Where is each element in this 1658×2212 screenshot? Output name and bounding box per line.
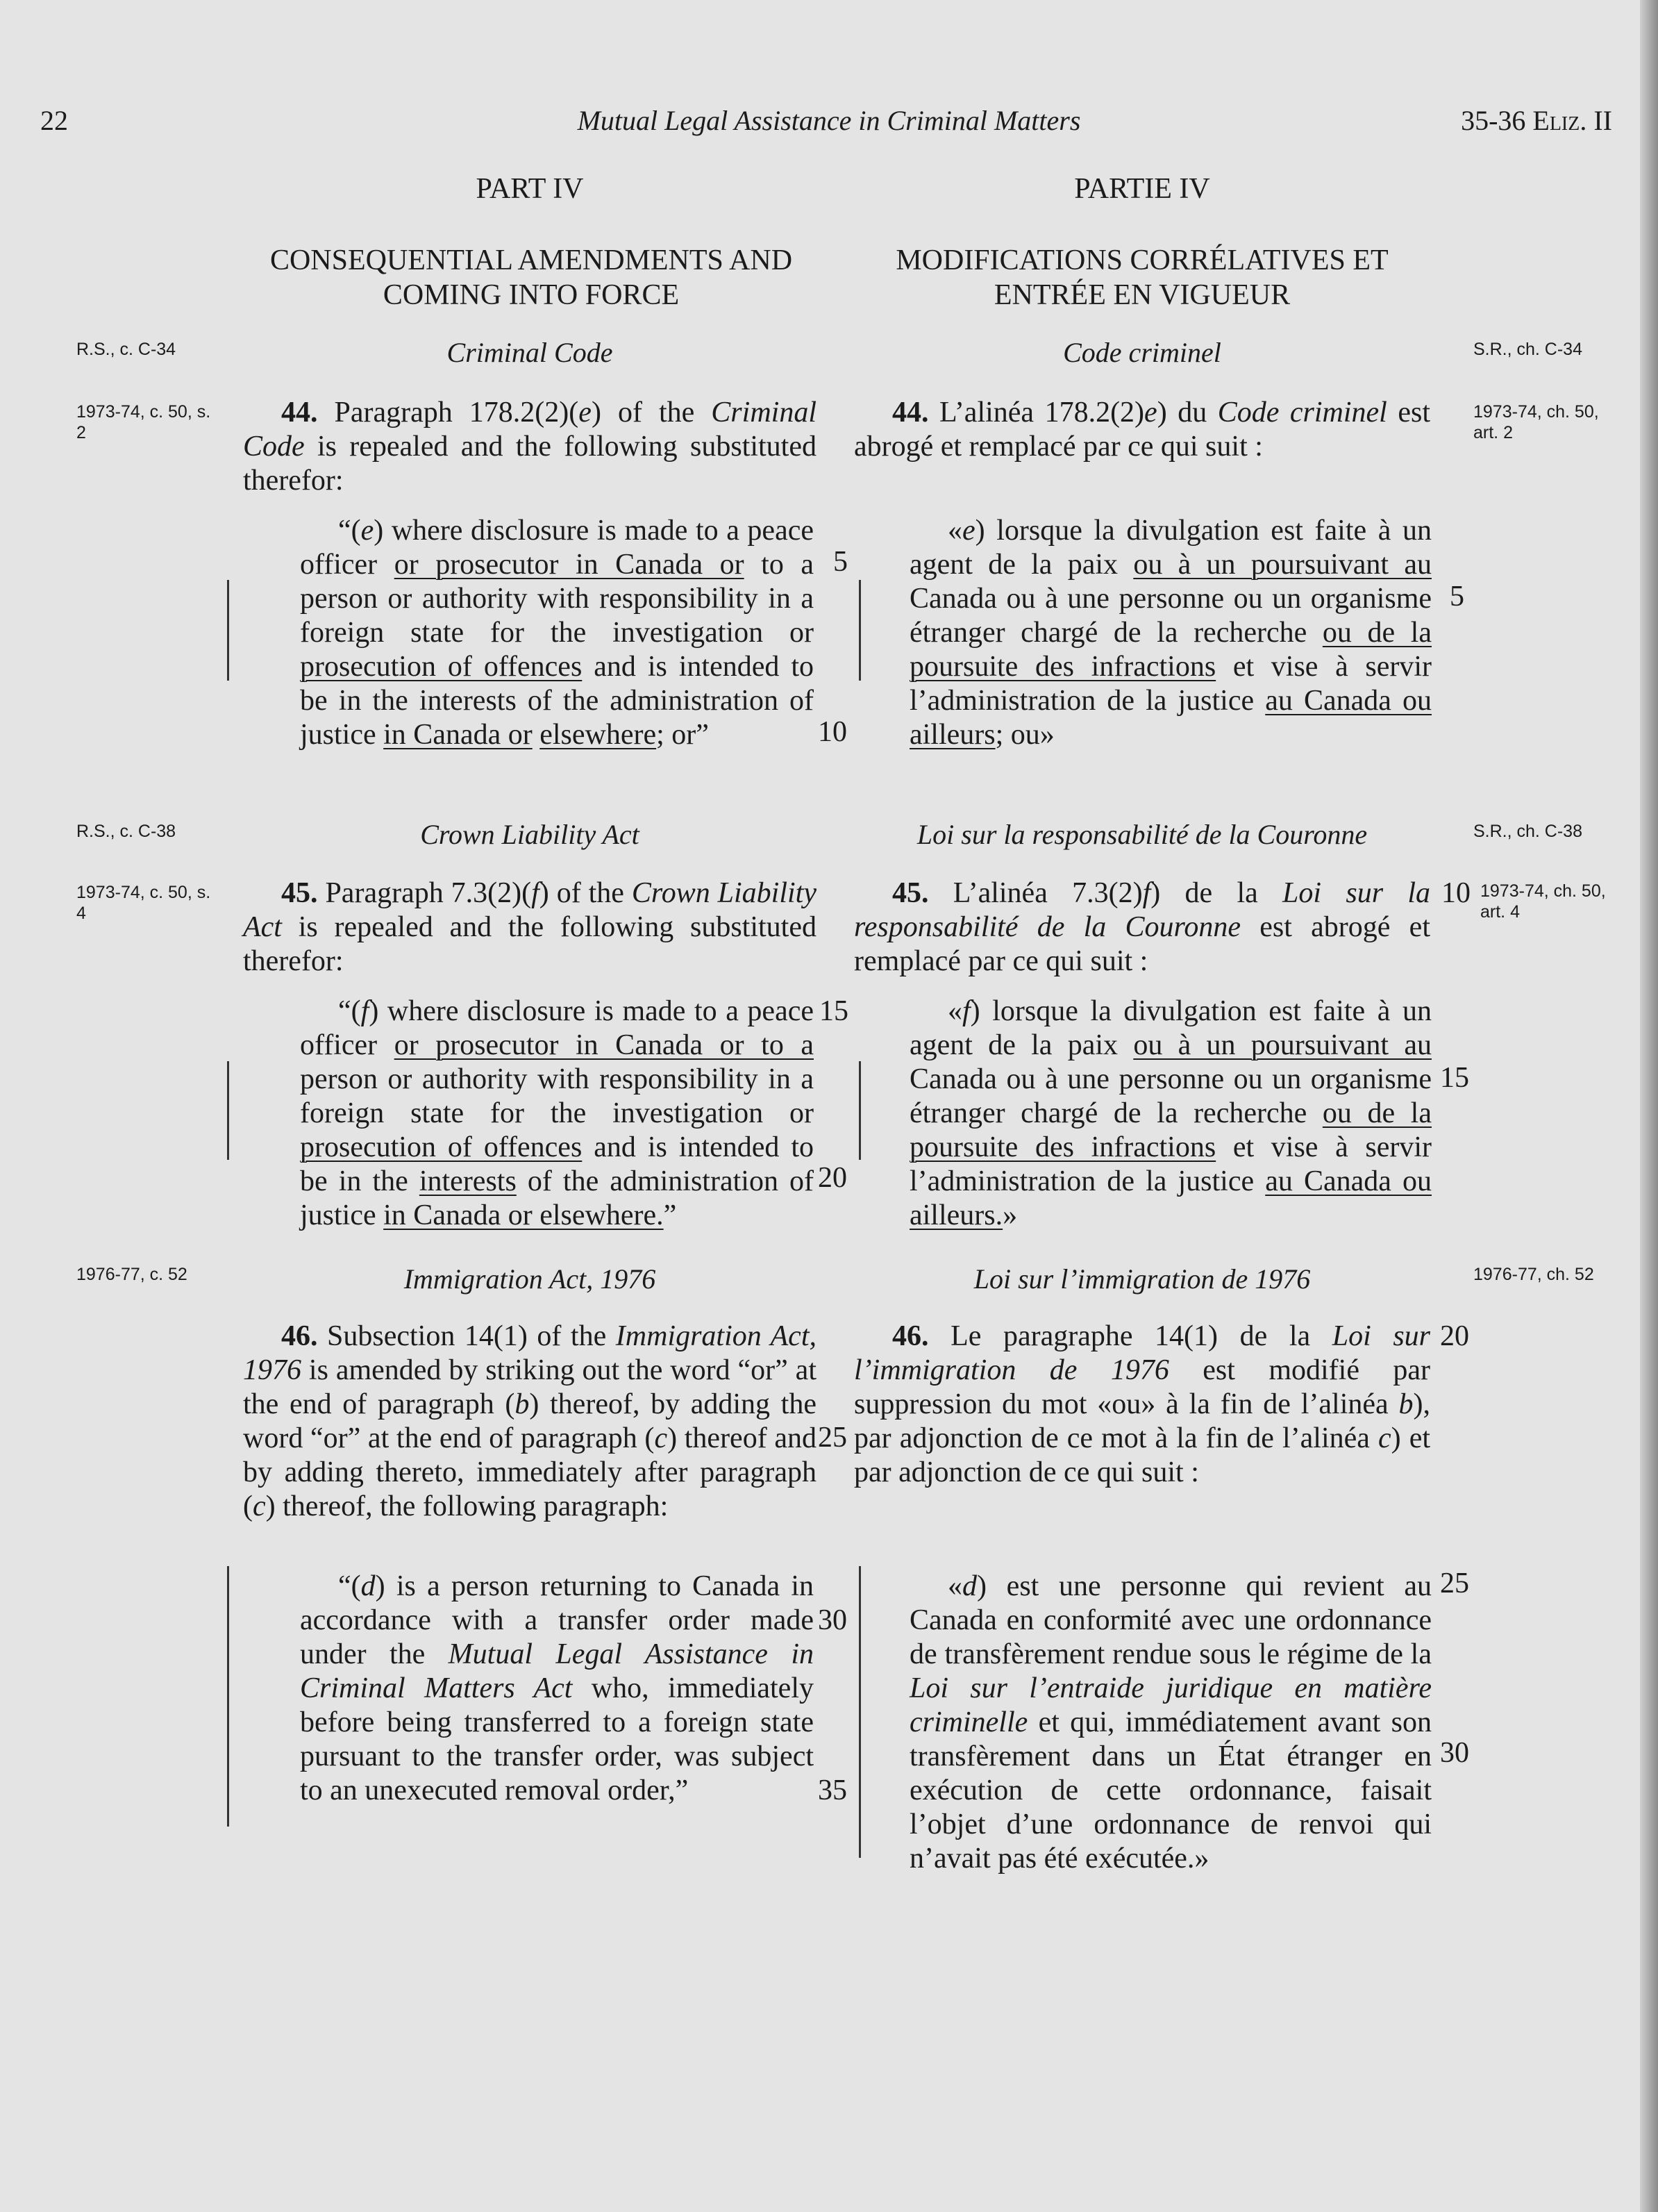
section-46-quote-fr: [910, 1570, 1432, 1876]
text: ; ou»: [995, 719, 1055, 751]
section-45-text-en: [243, 876, 817, 979]
text: ) of the: [591, 397, 712, 429]
page-edge-shadow: [1640, 0, 1658, 2212]
text: L’alinéa 7.3(2): [953, 877, 1143, 909]
text: ) du: [1157, 397, 1218, 429]
text: c: [654, 1422, 668, 1454]
act-heading-immigration-act: Immigration Act, 1976: [403, 1263, 656, 1295]
change-bar: [227, 580, 229, 681]
text: »: [1003, 1199, 1018, 1231]
section-44-text-en: [243, 396, 817, 498]
act-name: Criminal Code: [243, 397, 817, 463]
amended-text: ou de la poursuite des infractions: [910, 617, 1432, 683]
text: is amended by striking out the word “or” at the end of paragraph (: [243, 1354, 817, 1420]
act-name: Loi sur la responsabilité de la Couronne: [854, 877, 1430, 943]
amended-text: in Canada or: [383, 719, 533, 751]
amended-text: au Canada ou ailleurs: [910, 685, 1432, 751]
section-number: 45.: [892, 877, 929, 909]
regnal-year: 35-36 Eliz. II: [1461, 105, 1612, 136]
text: ) of the: [539, 877, 632, 909]
text: ) thereof and by adding thereto, immediately after paragraph (: [243, 1422, 817, 1522]
text: who, immediately before being transferred to a foreign state pursuant to the transfer order, was subject to an unexecuted removal order,”: [300, 1672, 814, 1806]
line-number: 5: [833, 546, 848, 578]
text: e: [1144, 397, 1157, 429]
act-name: Mutual Legal Assistance in Criminal Matters Act: [300, 1638, 814, 1704]
line-number: 10: [818, 716, 847, 748]
text: f: [360, 995, 369, 1027]
marginal-note-rs-c34: R.S., c. C-34: [76, 340, 176, 359]
text: ) de la: [1150, 877, 1283, 909]
text: “(: [338, 515, 361, 547]
marginal-note-rs-c38: R.S., c. C-38: [76, 822, 176, 841]
section-45-quote-en: [300, 995, 814, 1233]
marginal-note-1976-77-c52: 1976-77, c. 52: [76, 1265, 187, 1284]
amended-text: interests: [419, 1165, 517, 1197]
section-44-quote-fr: [910, 514, 1432, 752]
text: ), par adjonction de ce mot à la fin de l’alinéa: [854, 1388, 1430, 1454]
amended-text: prosecution of offences: [300, 651, 583, 683]
amended-text: ou de la poursuite des infractions: [910, 1097, 1432, 1163]
part-label-fr: PARTIE IV: [1074, 173, 1210, 205]
marginal-note-1973-74-s2: 1973-74, c. 50, s. 2: [76, 402, 211, 442]
text: c: [1378, 1422, 1391, 1454]
text: est modifié par suppression du mot «ou» à la fin de l’alinéa: [854, 1354, 1431, 1420]
change-bar: [859, 1061, 861, 1160]
section-46-text-en: [243, 1320, 817, 1524]
amended-text: au Canada ou ailleurs.: [910, 1165, 1432, 1231]
section-44-text-fr: [854, 396, 1430, 464]
amended-text: or prosecutor in Canada or to a: [394, 1029, 814, 1061]
act-heading-loi-immigration: Loi sur l’immigration de 1976: [973, 1263, 1311, 1295]
section-44-quote-en: [300, 514, 814, 752]
text: L’alinéa 178.2(2): [939, 397, 1145, 429]
text: ) et par adjonction de ce qui suit :: [854, 1422, 1430, 1488]
text: f: [1142, 877, 1151, 909]
section-45-text-fr: [854, 876, 1430, 979]
text: ) est une personne qui revient au Canada en conformité avec une ordonnance de transfèrement rendue sous le régime de la: [910, 1570, 1432, 1670]
line-number: 25: [1440, 1567, 1469, 1599]
change-bar: [227, 1061, 229, 1160]
text: e: [360, 515, 374, 547]
section-number: 46.: [281, 1320, 318, 1352]
section-46-quote-en: [300, 1570, 814, 1808]
change-bar: [227, 1566, 229, 1827]
text: Le paragraphe 14(1) de la: [951, 1320, 1332, 1352]
text: e: [578, 397, 592, 429]
section-number: 46.: [892, 1320, 929, 1352]
marginal-note-1973-74-s4: 1973-74, c. 50, s. 4: [76, 883, 211, 923]
text: “(: [338, 1570, 361, 1602]
act-name: Code criminel: [1217, 397, 1387, 429]
marginal-note-1973-74-art4: 1973-74, ch. 50, art. 4: [1480, 881, 1606, 922]
text: of the administration of justice: [300, 1165, 814, 1231]
text: ) thereof, by adding the word “or” at the end of paragraph (: [243, 1388, 817, 1454]
act-name: Immigration Act, 1976: [243, 1320, 817, 1386]
amended-text: elsewhere: [539, 719, 657, 751]
text: Subsection 14(1) of the: [327, 1320, 616, 1352]
text: ) is a person returning to Canada in accordance with a transfer order made under the: [300, 1570, 814, 1670]
line-number: 30: [1440, 1737, 1469, 1769]
text: Paragraph 7.3(2)(: [325, 877, 532, 909]
text: e: [962, 515, 975, 547]
page-number: 22: [40, 105, 68, 136]
line-number: 20: [818, 1162, 847, 1194]
text: is repealed and the following substituted therefor:: [243, 911, 817, 977]
text: et qui, immédiatement avant son transfèrement dans un État étranger en exécution de cette ordonnance, faisait l’objet d’une ordonnance de renvoi qui n’avait pas été exécutée.»: [910, 1706, 1432, 1874]
line-number: 15: [1440, 1062, 1469, 1094]
text: Canada ou à une personne ou un organisme étranger chargé de la recherche: [910, 583, 1432, 649]
section-number: 45.: [281, 877, 318, 909]
line-number: 20: [1440, 1320, 1469, 1352]
text: ) lorsque la divulgation est faite à un agent de la paix: [910, 515, 1432, 581]
text: b: [514, 1388, 530, 1420]
text: Canada ou à une personne ou un organisme étranger chargé de la recherche: [910, 1063, 1432, 1129]
act-name: Crown Liability Act: [243, 877, 817, 943]
text: b: [1398, 1388, 1414, 1420]
text: Paragraph 178.2(2)(: [334, 397, 579, 429]
text: «: [948, 995, 962, 1027]
part-title-en: CONSEQUENTIAL AMENDMENTS AND COMING INTO FORCE: [269, 244, 793, 311]
text: ; or”: [656, 719, 709, 751]
line-number: 30: [818, 1604, 847, 1636]
change-bar: [859, 580, 861, 681]
text: et vise à servir l’administration de la justice: [910, 651, 1432, 717]
text: d: [962, 1570, 977, 1602]
section-number: 44.: [892, 397, 929, 429]
amended-text: ou à un poursuivant au: [1133, 549, 1432, 581]
text: “(: [338, 995, 361, 1027]
section-46-text-fr: [854, 1320, 1430, 1490]
marginal-note-sr-ch-c38: S.R., ch. C-38: [1473, 822, 1582, 841]
act-name: Loi sur l’entraide juridique en matière criminelle: [910, 1672, 1432, 1738]
act-heading-crown-liability-act: Crown Liability Act: [420, 819, 639, 850]
text: ”: [663, 1199, 677, 1231]
text: is repealed and the following substituted therefor:: [243, 431, 817, 497]
section-number: 44.: [281, 397, 318, 429]
act-heading-criminal-code: Criminal Code: [446, 337, 613, 368]
text: est abrogé et remplacé par ce qui suit :: [854, 911, 1430, 977]
act-heading-loi-responsabilite: Loi sur la responsabilité de la Couronne: [916, 819, 1368, 850]
line-number: 35: [818, 1774, 847, 1806]
marginal-note-sr-ch-c34: S.R., ch. C-34: [1473, 340, 1582, 359]
text: «: [948, 1570, 962, 1602]
amended-text: prosecution of offences: [300, 1131, 583, 1163]
text: est abrogé et remplacé par ce qui suit :: [854, 397, 1431, 463]
change-bar: [859, 1566, 861, 1858]
amended-text: ou à un poursuivant au: [1133, 1029, 1432, 1061]
line-number: 15: [819, 995, 848, 1027]
act-heading-code-criminel: Code criminel: [1063, 337, 1221, 368]
act-name: Loi sur l’immigration de 1976: [854, 1320, 1431, 1386]
text: c: [253, 1490, 266, 1522]
text: d: [360, 1570, 376, 1602]
part-title-fr: MODIFICATIONS CORRÉLATIVES ET ENTRÉE EN VIGUEUR: [896, 244, 1389, 311]
text: f: [531, 877, 539, 909]
text: and is intended to be in the interests of the administration of justice: [300, 651, 814, 751]
text: «: [948, 515, 962, 547]
running-title: Mutual Legal Assistance in Criminal Matters: [577, 105, 1081, 136]
text: and is intended to be in the: [300, 1131, 814, 1197]
text: ) lorsque la divulgation est faite à un agent de la paix: [910, 995, 1432, 1061]
line-number: 25: [818, 1422, 847, 1454]
text: to a person or authority with responsibility in a foreign state for the investigation or: [300, 549, 814, 649]
text: [533, 719, 540, 751]
amended-text: or prosecutor in Canada or: [394, 549, 744, 581]
text: ) where disclosure is made to a peace officer: [300, 995, 814, 1061]
text: ) thereof, the following paragraph:: [265, 1490, 669, 1522]
part-label-en: PART IV: [476, 173, 584, 205]
line-number: 5: [1450, 581, 1464, 613]
section-45-quote-fr: [910, 995, 1432, 1233]
marginal-note-1973-74-art2: 1973-74, ch. 50, art. 2: [1473, 402, 1599, 442]
text: person or authority with responsibility in a foreign state for the investigation or: [300, 1063, 814, 1129]
text: ) where disclosure is made to a peace officer: [300, 515, 814, 581]
line-number: 10: [1441, 877, 1471, 909]
text: f: [962, 995, 971, 1027]
text: et vise à servir l’administration de la justice: [910, 1131, 1432, 1197]
amended-text: in Canada or elsewhere.: [383, 1199, 664, 1231]
marginal-note-1976-77-ch52: 1976-77, ch. 52: [1473, 1265, 1594, 1284]
